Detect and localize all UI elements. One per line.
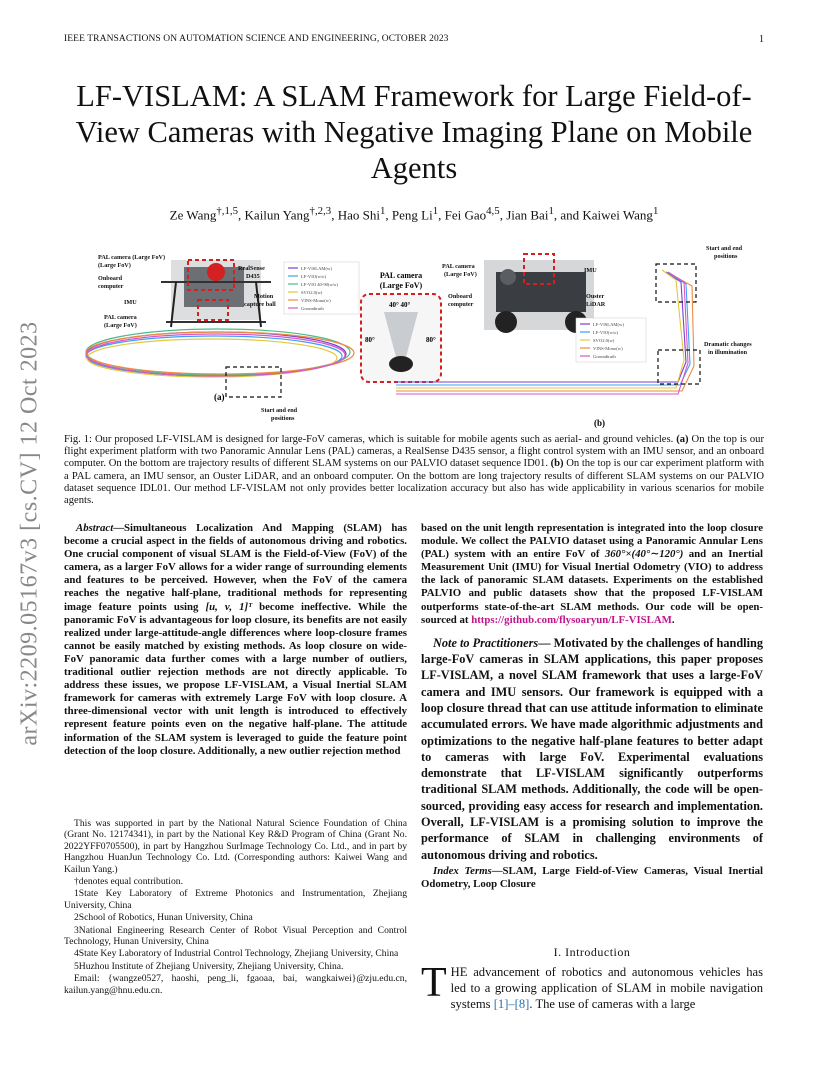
svg-text:SVO2.0(w): SVO2.0(w) (593, 338, 615, 343)
citation-link[interactable]: [1]–[8] (493, 997, 530, 1012)
legend-a (284, 262, 359, 314)
svg-text:80°: 80° (426, 336, 436, 344)
svg-text:capture ball: capture ball (244, 301, 276, 308)
figure-panel-b (396, 245, 752, 428)
label-b-dramatic: Dramatic changes (704, 341, 752, 348)
label-b-imu: IMU (584, 267, 597, 274)
drop-cap: T (421, 960, 447, 1006)
svg-text:SVO2.0(w): SVO2.0(w) (301, 290, 323, 295)
svg-text:LF-VISLAM(w): LF-VISLAM(w) (593, 322, 624, 327)
label-a-pal-camera: PAL camera (Large FoV) (98, 254, 166, 261)
figure-panel-a (86, 254, 359, 422)
svg-text:(Large FoV): (Large FoV) (379, 281, 423, 290)
svg-text:in illumination: in illumination (708, 349, 748, 356)
svg-text:positions: positions (271, 415, 295, 422)
svg-text:(Large FoV): (Large FoV) (104, 322, 137, 329)
svg-text:80°: 80° (365, 336, 375, 344)
svg-text:LiDAR: LiDAR (586, 301, 606, 308)
panel-b-label: (b) (594, 418, 605, 428)
svg-text:VINS-Mono(w): VINS-Mono(w) (593, 346, 623, 351)
label-a-imu: IMU (124, 299, 137, 306)
svg-text:computer: computer (448, 301, 474, 308)
figure-caption: Fig. 1: Our proposed LF-VISLAM is designed for large-FoV cameras, which is suitable for mobile agents such as aerial- and ground vehicles. (a) On the top is our flight experiment platform with two Panoramic Annular Lens (PAL) cameras, a RealSense D435 sensor, a flight control system with an IMU sensor, and an onboard computer. On the bottom are trajectory results of different SLAM systems on our PALVIO dataset sequence ID01. (b) On the top is our car experiment platform with a PAL camera, an IMU sensor, an Ouster LiDAR, and an onboard computer. On the bottom are long trajectory results of different SLAM systems on our PALVIO dataset sequence IDL01. Our method LF-VISLAM not only provides better localization accuracy but also has wide applicability in various scenarios for mobile agents. (64, 434, 765, 507)
journal-header: IEEE TRANSACTIONS ON AUTOMATION SCIENCE AND ENGINEERING, OCTOBER 2023 (64, 34, 449, 44)
svg-text:LF-VIO(w/o): LF-VIO(w/o) (593, 330, 619, 335)
label-a-realsense: RealSense (238, 265, 265, 272)
svg-text:(Large FoV): (Large FoV) (444, 271, 477, 278)
svg-text:LF-VIO 40-90(w/o): LF-VIO 40-90(w/o) (301, 282, 338, 287)
trajectory-plot-a (86, 329, 354, 377)
footnotes: This was supported in part by the National Natural Science Foundation of China (Grant No. 12174341), in part by the National Key R&D Program of China (Grant No. 2022YFF0705500), in part by Hangzhou SurImage Technology Co. Ltd., and in part by Hangzhou HuanJun Technology Co. Ltd. (Corresponding authors: Kaiwei Wang and Kailun Yang.) †denotes equal contribution. 1State Key Laboratory of Extreme Photonics and Instrumentation, Zhejiang University, China 2School of Robotics, Hunan University, China 3National Engineering Research Center of Robot Visual Perception and Control Technology, Hunan University, China 4State Key Laboratory of Industrial Control Technology, Zhejiang University, China 5Huzhou Institute of Zhejiang University, Zhejiang University, China. Email: {wangze0527, haoshi, peng_li, fgaoaa, bai, wangkaiwei}@zju.edu.cn, kailun.yang@hnu.edu.cn. (64, 818, 407, 996)
panel-a-label: (a) (214, 392, 225, 402)
label-a-motion: Motion (254, 293, 274, 300)
svg-text:computer: computer (98, 283, 124, 290)
note-to-practitioners: Note to Practitioners— Motivated by the challenges of handling large-FoV cameras in SLAM applications, this paper proposes LF-VISLAM, a novel SLAM framework that uses a large-FoV camera and IMU sensors. Our framework is equipped with a loop closure thread that can use attitude information to eliminate accumulated errors. We have made algorithmic adjustments and optimizations to the negative half-plane features to better adapt to cameras with large FoV. Experimental evaluations demonstrate that LF-VISLAM significantly outperforms traditional SLAM methods. Additionally, the code will be open-sourced, providing easy access for research and implementation. Overall, LF-VISLAM is a promising solution to improve the performance of SLAM in challenging environments of autonomous driving and robotics. (421, 635, 764, 862)
label-a-onboard: Onboard (98, 275, 123, 282)
label-b-start-end: Start and end (706, 245, 743, 252)
paper-title: LF-VISLAM: A SLAM Framework for Large Field-of-View Cameras with Negative Imaging Plane on Mobile Agents (75, 79, 753, 185)
svg-text:PAL camera: PAL camera (379, 271, 423, 280)
index-terms: Index Terms—SLAM, Large Field-of-View Cameras, Visual Inertial Odometry, Loop Closure (421, 864, 763, 890)
svg-text:LF-VIO(w/o): LF-VIO(w/o) (301, 274, 327, 279)
svg-text:D435: D435 (246, 273, 260, 280)
svg-text:VINS-Mono(w): VINS-Mono(w) (301, 298, 331, 303)
svg-text:LF-VISLAM(w): LF-VISLAM(w) (301, 266, 332, 271)
page-number: 1 (759, 34, 764, 45)
github-link[interactable]: https://github.com/flysoaryun/LF-VISLAM (471, 613, 672, 626)
label-a-start-end: Start and end (261, 407, 298, 414)
label-a-pal-camera-bottom: PAL camera (104, 314, 137, 321)
svg-text:Groundtruth: Groundtruth (593, 354, 616, 359)
section-heading-introduction: I. Introduction (553, 945, 631, 959)
legend-b (576, 318, 646, 362)
author-list: Ze Wang$^{\dagger,1,5}$, Kailun Yang$^{\dagger,2,3}$, Hao Shi$^1$, Peng Li$^1$, Fei Gao$^{4,5}$, Jian Bai$^1$, and Kaiwei Wang$^1$ (169, 205, 659, 223)
abstract-left-column: Abstract—Simultaneous Localization And Mapping (SLAM) has become a crucial aspect in the fields of autonomous driving and robotics. One crucial component of visual SLAM is the Field-of-View (FoV) of the camera, as a larger FoV allows for a wider range of surrounding elements and features to be perceived. However, when the FoV of the camera reaches the negative half-plane, traditional methods for representing image feature points using [u, v, 1]ᵀ become ineffective. While the panoramic FoV is advantageous for loop closure, its benefits are not easily realized under large-attitude-angle differences where loop-closure frames cannot be easily matched by existing methods. As loop closure on wide-FoV panoramic data further comes with a large number of outliers, traditional outlier rejection methods are not directly applicable. To address these issues, we propose LF-VISLAM, a Visual Inertial SLAM framework for cameras with extremely Large FoV with loop closure. A three-dimensional vector with unit length is introduced to effectively represent feature points even on the negative half-plane. The attitude information of the SLAM system is leveraged to guide the feature point detection of the loop closure. Additionally, a new outlier rejection method (64, 522, 407, 757)
svg-text:positions: positions (714, 253, 738, 260)
introduction-text: THE advancement of robotics and autonomous vehicles has led to a growing application of SLAM in mobile navigation systems [1]–[8]. The use of cameras with a large (421, 960, 763, 1012)
figure-pal-fov-diagram (361, 271, 441, 382)
label-b-ouster: Ouster (586, 293, 605, 300)
svg-text:40° 40°: 40° 40° (389, 301, 411, 309)
arxiv-identifier: arXiv:2209.05167v3 [cs.CV] 12 Oct 2023 (16, 321, 43, 746)
label-b-pal-camera: PAL camera (442, 263, 475, 270)
svg-text:Groundtruth: Groundtruth (301, 306, 324, 311)
svg-text:(Large FoV): (Large FoV) (98, 262, 131, 269)
label-b-onboard: Onboard (448, 293, 473, 300)
figure-1 (66, 242, 766, 432)
abstract-right-column: based on the unit length representation is integrated into the loop closure module. We collect the PALVIO dataset using a Panoramic Annular Lens (PAL) system with an entire FoV of 360°×(40°∼120°) and an Inertial Measurement Unit (IMU) for Visual Inertial Odometry (VIO) to address the lack of panoramic SLAM datasets. Experiments on the established PALVIO and public datasets show that the proposed LF-VISLAM outperforms state-of-the-art SLAM methods. Our code will be open-sourced at https://github.com/flysoaryun/LF-VISLAM. Note to Practitioners— Motivated by the challenges of handling large-FoV cameras in SLAM applications, this paper proposes LF-VISLAM, a novel SLAM framework that uses a large-FoV camera and IMU sensors. Our framework is equipped with a loop closure thread that can use attitude information to eliminate accumulated errors. We have made algorithmic adjustments and optimizations to the negative half-plane features to better adapt to cameras with large FoV. Experimental evaluations demonstrate that LF-VISLAM significantly outperforms traditional SLAM methods. Additionally, the code will be open-sourced, providing easy access for research and implementation. Overall, LF-VISLAM is a promising solution to improve the performance of SLAM in challenging environments of autonomous driving and robotics. Index Terms—SLAM, Large Field-of-View Cameras, Visual Inertial Odometry, Loop Closure (421, 522, 764, 890)
